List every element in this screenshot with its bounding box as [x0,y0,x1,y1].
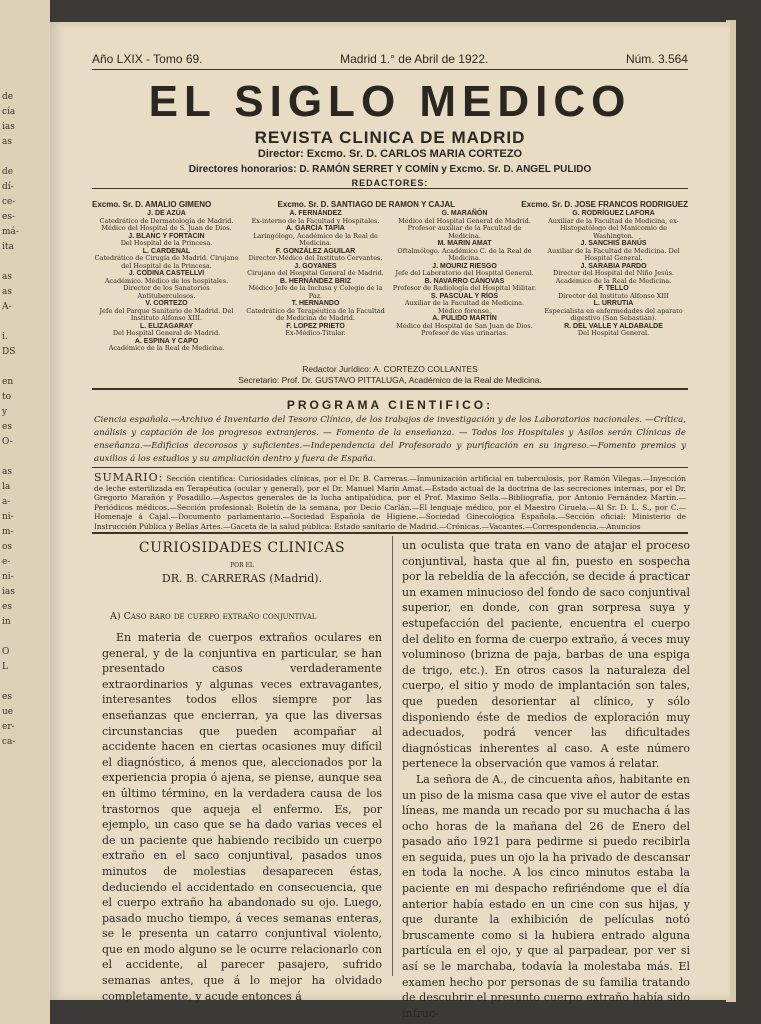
editor-name: F. GONZÁLEZ AGUILAR [275,247,356,255]
edge-text-fragment: de [2,167,14,177]
article-paragraph: un oculista que trata en vano de atajar el proceso conjuntival, hasta que al fin, puesto en sospecha por la rebeldía de la afección, se decide á practicar un examen minucioso del fondo de saco conjuntival superior, en donde, con gran sorpresa suya y estupefacción del paciente, encuentra el cuerpo del delito en forma de cuerpo extraño, á veces muy voluminoso (brizna de paja, barbas de una espiga de trigo, etc.). En otros casos la naturaleza del cuerpo, el sitio y modo de implantación son tales, que pueden desorientar al clínico, y sólo disponiendo éste de medios de exploración muy adecuados, podrá vencer las dificultades diagnósticas inherentes al caso. A este número pertenece la observación que vamos á relatar. [402,539,690,771]
issue-number: Núm. 3.564 [625,52,688,66]
masthead-title: EL SIGLO MEDICO [148,77,632,126]
article-section-heading: A) Caso raro de cuerpo extraño conjuntival [110,611,317,622]
editor-description: Médico Jefe de la Inclusa y Colegio de la Paz. [248,284,383,300]
editor-description: Del Hospital de la Princesa. [120,239,213,247]
edge-text-fragment: ue [2,707,14,717]
editor-name: L. URRUTIA [593,300,634,307]
article-rule [92,532,688,534]
editor-description: Auxiliar de la Facultad de Medicina. Médico forense. [404,299,525,315]
header-rule [92,69,688,70]
edge-text-fragment: DS [2,347,16,357]
editor-column [92,210,241,353]
editor-name: A. FERNÁNDEZ [289,210,342,217]
edge-text-fragment: la [2,482,11,492]
editor-description: Jefe del Laboratorio del Hospital General. [395,269,534,277]
edge-text-fragment: O [2,647,10,657]
sumario-text: Sección científica: Curiosidades clínicas, por el Dr. B. Carreras.—Inmunización artificial en tuberculosis, por Ramón Vilegas.—Inyección de leche esterilizada en Terapéutica (ocular y general), por el Dr. Manuel Marín Amat.—Estado actual de la doctrina de las secreciones internas, por el Dr. Gregorio Marañón y Posadillo.—Aspectos generales de la lucha antipalúdica, por el Prof. Maximo Sella.—Bibliografía, por Antonio Fernández Martín.—Periódicos médicos.—Sección profesional: Boletín de la semana, por Decio Carlán.—El lenguaje médico, por el Maestro Ciruela.—Al Sr. D. L. S., por C.—Homenaje á Cajal.—Documento parlamentario.—Sociedad Española de Higiene.—Sociedad Ginecológica Española.—Sección oficial: Ministerio de Instrucción Pública y Bellas Artes.—Gaceta de la salud pública: Estado sanitario de Madrid.—Crónicas.—Vacantes.—Correspondencia.—Anuncios [94,474,686,531]
programa-text: Ciencia española.—Archivo é Inventario del Tesoro Clínico, de los trabajos de investigación y de los Laboratorios nacionales. —Crítica, análisis y captación de los progresos extranjeros. — Fomento de la enseñanza. — Todos los Hospitales y Asilos serán Clínicas de enseñanza.—Edificios decorosos y suficientes.—Independencia del Profesorado y purificación en su ingreso.—Fomento premios y auxilios á los estudios y su ampliación dentro y fuera de España. [94,415,686,464]
editor-name: A. GARCÍA TAPIA [286,225,345,232]
editor-column-heads [92,200,688,209]
editor-name: T. HERNANDO [291,300,340,307]
article-author: DR. B. CARRERAS (Madrid). [161,572,323,585]
edge-text-fragment: de [2,92,14,102]
editor-description: Profesor de Radiología del Hospital Militar. [392,284,537,292]
column-divider [392,536,393,976]
editor-column [241,210,390,353]
edge-text-fragment: ias [2,122,15,132]
editor-name: V. CORTEZO [145,300,188,307]
edge-text-fragment: ni- [2,572,14,582]
article-paragraph: La señora de A., de cincuenta años, habitante en un piso de la misma casa que vive el autor de estas líneas, me manda un recado por su muchacha á las ocho horas de la mañana del 26 de Enero del pasado año 1921 para pedirme si puedo recibirla en seguida, pues un ojo la ha privado de descansar en toda la noche. A los cinco minutos estaba la paciente en mi despacho refiriéndome que el día anterior había estado en un cine con sus hijas, y que durante la exhibición de películas notó bruscamente como si la hubiera entrado alguna partícula en el ojo, y que al parpadear, por ver si así se le marchaba, todavía la molestaba más. El examen hecho por personas de su familia tratando de descubrir el presunto cuerpo extraño había sido infruc- [402,772,690,1020]
editor-name: G. MARAÑÓN [441,210,488,217]
edge-text-fragment: a- [2,497,11,507]
editor-name: R. DEL VALLE Y ALDABALDE [564,322,663,330]
edge-text-fragment: as [2,137,12,147]
edge-text-fragment: as [2,272,12,282]
edge-text-fragment: es- [2,212,15,222]
editor-description: Laringólogo, Académico de la Real de Medicina. [253,231,378,247]
editor-name: B. HERNÁNDEZ BRIZ [279,277,352,285]
masthead-subtitle: REVISTA CLINICA DE MADRID [254,128,526,147]
editor-description: Del Hospital General de Madrid. [112,329,221,337]
issue-header [92,52,688,66]
editor-name: M. MARIN AMAT [437,240,492,247]
edge-text-fragment: ca- [2,737,16,747]
editor-name: J. MOURIZ RIESGO [432,262,497,270]
edge-text-fragment: es [2,602,12,612]
editor-description: Director del Instituto Alfonso XIII [558,291,669,300]
editor-name: L. ELIZAGARAY [139,322,194,330]
editor-name: F. TELLO [598,285,629,292]
edge-text-fragment: in [2,617,11,627]
editor-name: A. PULIDO MARTÍN [432,315,497,322]
article-title: CURIOSIDADES CLINICAS [138,540,346,556]
editor-name: S. PASCUAL Y RÍOS [430,292,499,300]
editors-grid [92,210,688,353]
editor-description: Médico del Hospital de San Juan de Dios. Profesor de vías urinarias. [396,321,533,337]
editor-description: Académico. Médico de los hospitales. Director de los Sanatorios Antituberculosos. [104,276,229,300]
edge-text-fragment: O- [2,437,13,447]
edge-text-fragment: ias [2,587,15,597]
edge-text-fragment: má- [2,227,19,237]
edge-text-fragment: i. [2,332,8,342]
editor-description: Cirujano del Hospital General de Madrid. [247,269,384,277]
editor-name: J. BLANC Y FORTACIN [128,232,205,240]
edge-text-fragment: A- [2,302,12,312]
edge-text-fragment: e- [2,557,11,567]
editor-description: Director del Hospital del Niño Jesús. Académico de la Real de Medicina. [553,269,674,285]
edge-text-fragment: as [2,287,12,297]
programa-title: PROGRAMA CIENTIFICO: [286,398,494,412]
programa-rule [92,388,688,390]
article-left-column [102,540,382,1004]
issue-date: Madrid 1.° de Abril de 1922. [340,52,489,66]
edge-text-fragment: L [2,662,8,672]
edge-text-fragment: dí- [2,182,14,192]
sumario-label: SUMARIO: [94,471,164,484]
sumario [94,473,686,532]
redactores-rule [92,188,688,189]
sumario-rule [92,467,688,468]
editor-description: Oftalmólogo. Académico C. de la Real de Medicina. [397,246,532,262]
editor-name: J. SARABIA PARDO [580,262,647,270]
editor-column [539,210,688,353]
editor-name: J. CODINA CASTELLVI [128,270,205,277]
masthead-director: Director: Excmo. Sr. D. CARLOS MARIA CORTEZO [257,148,523,160]
masthead-redactores: REDACTORES: [351,178,429,188]
edge-text-fragment: cía [2,107,16,117]
editor-description: Auxiliar de la Facultad de Medicina. Del Hospital General. [547,246,680,262]
volume-info: Año LXIX - Tomo 69. [92,52,203,66]
editor-name: F. LOPEZ PRIETO [286,322,345,330]
editor-description: Catedrático de Terapéutica de la Facultad de Medicina de Madrid. [246,306,385,322]
editor-description: Ex-Médico-Titular. [285,329,346,337]
edge-text-fragment: ita [2,242,14,252]
edge-text-fragment: es [2,422,12,432]
column-head: Excmo. Sr. D. SANTIAGO DE RAMON Y CAJAL [277,200,456,209]
editor-description: Jefe del Parque Sanitario de Madrid. Del Instituto Alfonso XIII. [99,306,234,322]
column-head: Excmo. Sr. D. JOSE FRANCOS RODRIGUEZ [521,200,688,209]
editor-name: J. SANCHIS BANÚS [580,240,647,247]
edge-text-fragment: to [2,392,12,402]
editor-column [390,210,539,353]
edge-text-fragment: os [2,542,13,552]
editor-description: Director-Médico del Instituto Cervantes. [248,254,383,262]
adjacent-page-edge [0,0,50,1024]
editor-description: Del Hospital General. [577,329,650,337]
editor-name: G. RODRÍGUEZ LAFORA [572,210,655,217]
editor-name: A. ESPINA Y CAPO [134,337,199,345]
editor-description: Catedrático de Dermatología de Madrid. Médico del Hospital de S. Juan de Dios. [99,216,234,232]
editor-description: Académico de la Real de Medicina. [108,344,225,352]
editor-name: J. DE AZÚA [147,210,186,217]
editor-description: Especialista en enfermedades del aparato digestivo (San Sebastián). [544,306,683,322]
legal-editor: Redactor Jurídico: A. CORTEZO COLLANTES [302,364,478,374]
editor-description: Ex-interno de la Facultad y Hospitales. [251,216,380,225]
article-por: POR EL [230,562,254,569]
editor-description: Médico del Hospital General de Madrid. Profesor auxiliar de la Facultad de Medicina. [398,216,531,240]
column-head: Excmo. Sr. D. AMALIO GIMENO [92,200,212,209]
secretary: Secretario: Prof. Dr. GUSTAVO PITTALUGA, Académico de la Real de Medicina. [238,375,542,385]
edge-text-fragment: en [2,377,14,387]
editor-description: Catedrático de Cirugía de Madrid. Cirujano del Hospital de la Princesa. [94,254,239,270]
edge-text-fragment: es [2,692,12,702]
article-paragraph: En materia de cuerpos extraños oculares en general, y de la conjuntiva en particular, se han presentado casos verdaderamente extraordinarios y algunas veces extravagantes, interesantes todos ellos siempre por las enseñanzas que encierran, ya que las diversas circunstancias que pueden acompañar al accidente hacen en ciertas ocasiones muy difícil el diagnóstico, á menos que, aleccionados por la experiencia propia ó ajena, se piense, aunque sea en último término, en la verdadera causa de los trastornos que aqueja el enfermo. Es, por ejemplo, un caso que se ha dado varias veces el de un paciente que habiendo recibido un cuerpo extraño en el saco conjuntival, pasados unos minutos de molestias desaparecen éstas, deduciendo el accidentado en consecuencia, que el cuerpo extraño ha abandonado su ojo. Luego, pasado mucho tiempo, á veces semanas enteras, se le presenta un catarro conjuntival violento, que en modo alguno se le ocurre relacionarlo con el accidente, al parecer pasajero, sufrido semanas antes, que á lo mejor ha olvidado completamente, y acude entonces á [102,631,382,1003]
edge-text-fragment: y [2,407,8,417]
article-right-column [402,538,690,1021]
edge-text-fragment: ce- [2,197,16,207]
edge-text-fragment: er- [2,722,15,732]
editor-name: B. NAVARRO CÁNOVAS [424,277,505,285]
edge-text-fragment: ni- [2,512,14,522]
edge-text-fragment: as [2,467,12,477]
editor-description: Auxiliar de la Facultad de Medicina, ex-Histopatólogo del Manicomio de Washington. [548,216,679,240]
masthead-honorary: Directores honorarios: D. RAMÓN SERRET Y COMÍN y Excmo. Sr. D. ANGEL PULIDO [188,164,592,175]
editor-name: J. GOYANES [294,262,337,270]
edge-text-fragment: m- [2,527,14,537]
editor-name: L. CARDENAL [142,247,191,255]
journal-page [50,22,730,1020]
